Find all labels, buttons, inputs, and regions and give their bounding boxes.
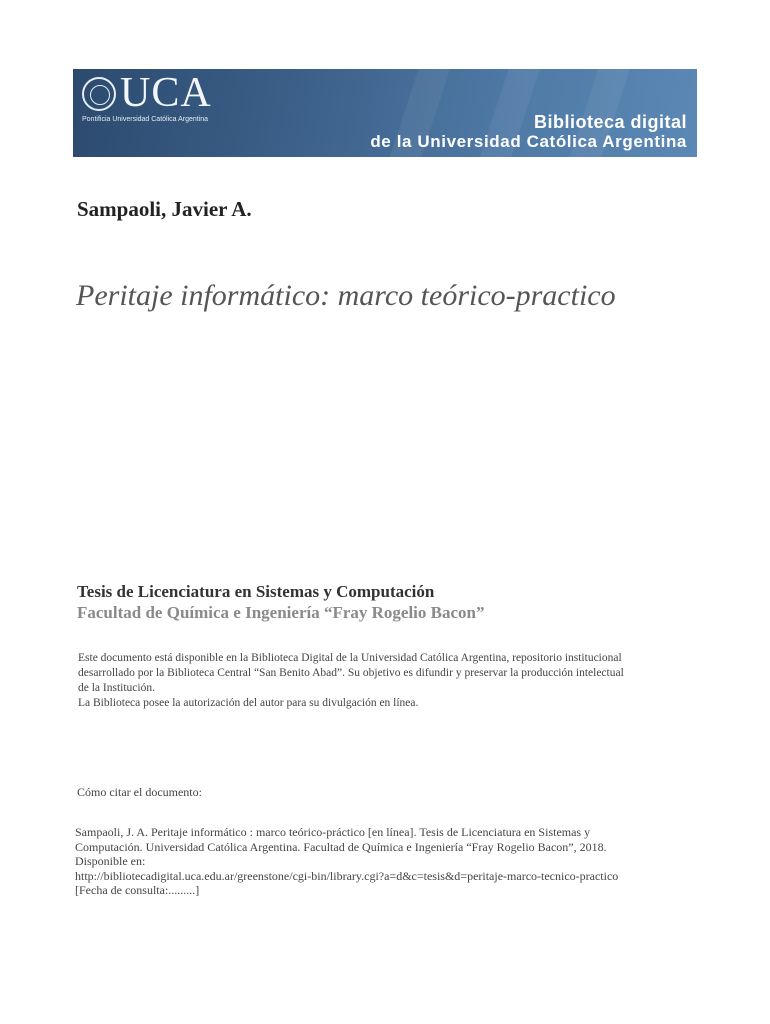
library-banner (73, 69, 697, 157)
citation-block (75, 825, 715, 898)
citation-line: Sampaoli, J. A. Peritaje informático : marco teórico-práctico [en línea]. Tesis de Licenciatura en Sistemas y (75, 825, 591, 839)
uca-logo: UCA (120, 70, 212, 116)
library-title-line1: Biblioteca digital (533, 112, 687, 132)
thesis-type: Tesis de Licenciatura en Sistemas y Computación (77, 582, 435, 601)
author-name: Sampaoli, Javier A. (77, 197, 252, 221)
citation-line: [Fecha de consulta:.........] (75, 883, 200, 897)
notice-line: Este documento está disponible en la Biblioteca Digital de la Universidad Católica Argentina, repositorio institucional (78, 652, 622, 664)
library-title-line2: de la Universidad Católica Argentina (370, 132, 687, 151)
citation-line: Disponible en: (75, 854, 146, 868)
citation-label: Cómo citar el documento: (77, 785, 202, 799)
citation-line: Computación. Universidad Católica Argentina. Facultad de Química e Ingeniería “Fray Rogelio Bacon”, 2018. (75, 839, 607, 854)
notice-line: La Biblioteca posee la autorización del autor para su divulgación en línea. (78, 697, 419, 709)
availability-notice (78, 651, 708, 711)
faculty-name: Facultad de Química e Ingeniería “Fray Rogelio Bacon” (77, 603, 485, 622)
uca-seal-icon (82, 77, 116, 111)
notice-line: desarrollado por la Biblioteca Central “San Benito Abad”. Su objetivo es difundir y preservar la producción intelectual (78, 667, 624, 679)
notice-line: de la Institución. (78, 682, 155, 694)
document-title: Peritaje informático: marco teórico-practico (76, 279, 616, 312)
citation-url[interactable]: http://bibliotecadigital.uca.edu.ar/greenstone/cgi-bin/library.cgi?a=d&c=tesis&d=peritaje-marco-tecnico-practico (75, 868, 619, 883)
university-name: Pontificia Universidad Católica Argentina (82, 116, 209, 123)
